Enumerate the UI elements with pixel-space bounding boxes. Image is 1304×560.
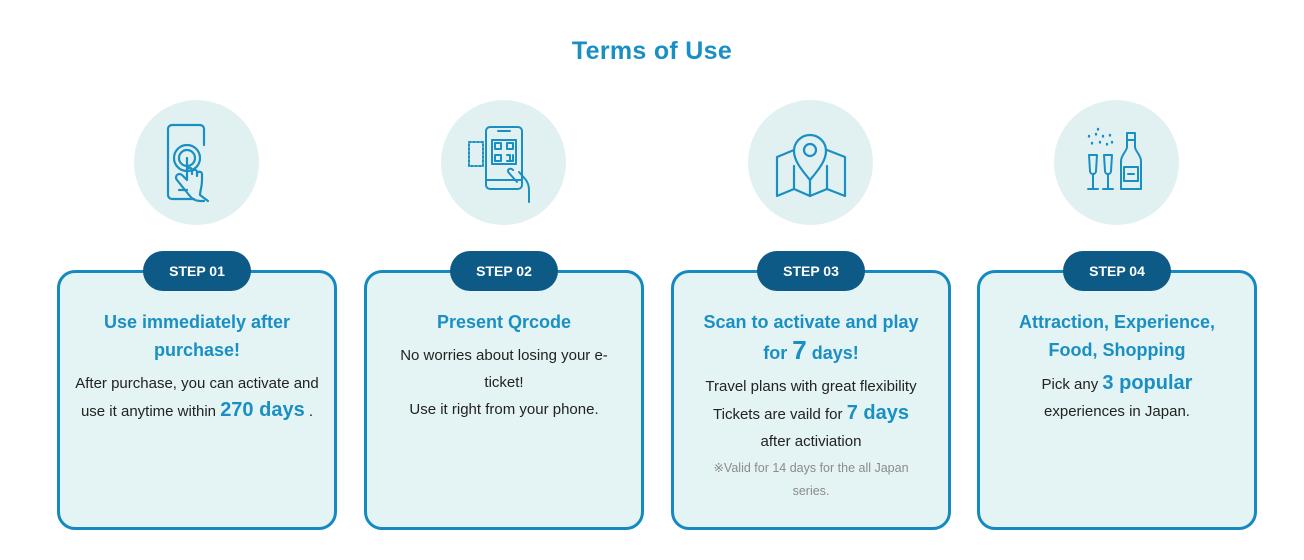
step-description	[74, 370, 320, 425]
step-desc-text: Pick any	[1041, 376, 1099, 393]
step-card	[977, 270, 1257, 530]
step-desc-end: experiences in Japan.	[1044, 403, 1190, 420]
step-note: ※Valid for 14 days for the all Japan series.	[713, 461, 909, 498]
step-card	[364, 270, 644, 530]
step-heading-highlight: 7	[792, 335, 807, 365]
step-description	[994, 370, 1240, 425]
step-description	[381, 342, 627, 423]
champagne-icon	[1054, 100, 1179, 225]
step-desc-line: Travel plans with great flexibility	[705, 378, 917, 395]
qrcode-phone-icon	[441, 100, 566, 225]
step-card	[671, 270, 951, 530]
step-badge: STEP 01	[143, 251, 251, 291]
step-desc-text: Tickets are vaild for	[713, 406, 843, 423]
step-1	[57, 100, 337, 530]
step-desc-line: Use it right from your phone.	[409, 401, 599, 418]
step-desc-highlight: 3 popular	[1102, 372, 1193, 394]
step-desc-highlight: 270 days	[220, 399, 305, 421]
step-heading: Attraction, Experience, Food, Shopping	[1018, 312, 1216, 360]
step-2	[364, 100, 644, 530]
step-4-icon-circle	[1054, 100, 1179, 225]
step-desc-highlight: 7 days	[846, 402, 909, 424]
step-badge: STEP 04	[1063, 251, 1171, 291]
map-pin-icon	[748, 100, 873, 225]
step-3-icon-circle	[748, 100, 873, 225]
step-desc-line: No worries about losing your e-ticket!	[400, 347, 608, 391]
step-heading: Use immediately after purchase!	[103, 312, 291, 360]
step-1-icon-circle	[134, 100, 259, 225]
step-desc-end: .	[308, 403, 314, 420]
step-description	[688, 373, 934, 455]
step-card	[57, 270, 337, 530]
step-4	[977, 100, 1257, 530]
tap-phone-icon	[134, 100, 259, 225]
step-heading-text: Scan to activate and play for	[703, 312, 919, 363]
step-desc-text: After purchase, you can activate and use it anytime within	[75, 375, 319, 420]
step-heading: Present Qrcode	[436, 312, 572, 332]
step-badge: STEP 03	[757, 251, 865, 291]
page-title: Terms of Use	[571, 37, 733, 65]
step-desc-line: after activiation	[760, 433, 862, 450]
step-heading	[688, 308, 934, 367]
step-badge: STEP 02	[450, 251, 558, 291]
step-3	[671, 100, 951, 530]
step-2-icon-circle	[441, 100, 566, 225]
step-heading-end: days!	[811, 343, 859, 363]
step-desc-line	[688, 400, 934, 428]
